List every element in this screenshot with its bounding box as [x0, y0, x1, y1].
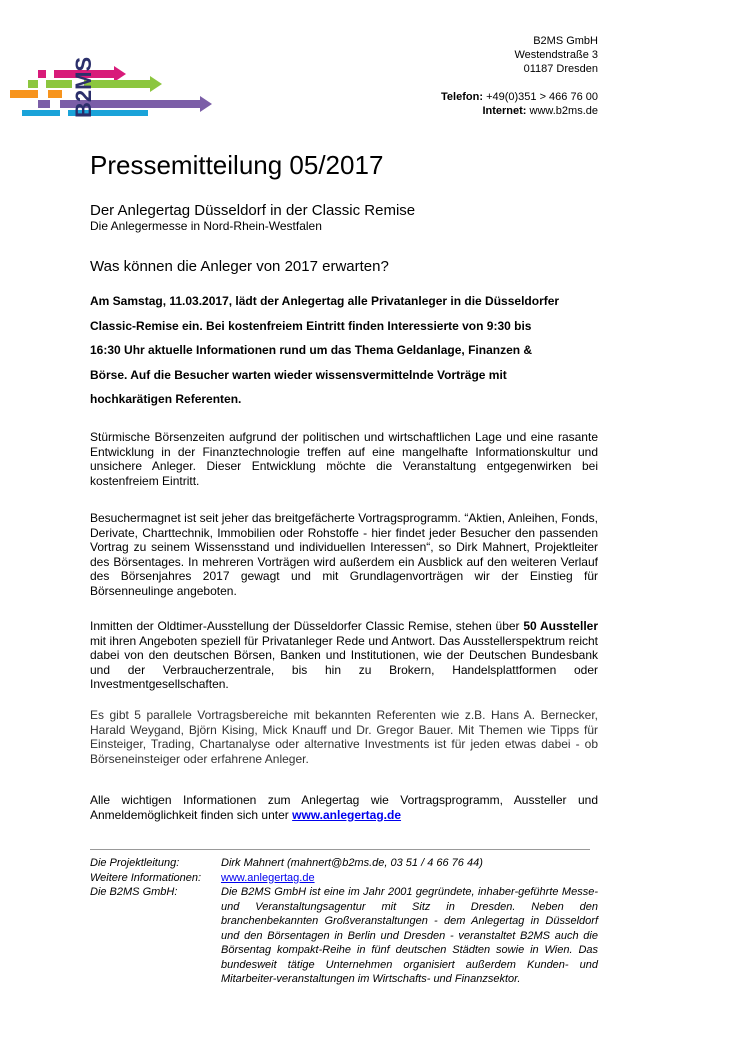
footer-anlegertag-link[interactable]: www.anlegertag.de	[221, 871, 315, 884]
footer-info	[90, 856, 598, 987]
footer-row-project-lead	[90, 856, 598, 871]
lead-paragraph: Am Samstag, 11.03.2017, lädt der Anlegertag alle Privatanleger in die Düsseldorfer Classic-Remise ein. Bei kostenfreiem Eintritt finden Interessierte von 9:30 bis 16:30 Uhr aktuelle Informationen rund um das Thema Geldanlage, Finanzen & Börse. Auf die Besucher warten wieder wissensvermittelnde Vorträge mit hochkarätigen Referenten.	[90, 294, 560, 406]
phone-line	[441, 90, 598, 104]
footer-label: Die Projektleitung:	[90, 857, 180, 869]
anlegertag-link[interactable]: www.anlegertag.de	[292, 807, 402, 822]
footer-label: Weitere Informationen:	[90, 871, 202, 884]
b2ms-logo	[8, 40, 218, 120]
paragraph-4: Es gibt 5 parallele Vortragsbereiche mit bekannten Referenten wie z.B. Hans A. Bernecker, Harald Weygand, Björn Kising, Mick Knauff und Dr. Gregor Bauer. Mit Themen wie Tipps für Einsteiger, Trading, Chartanalyse oder alternative Investments ist für jeden etwas dabei - ob Börseneinsteiger oder erfahrene Anleger.	[90, 708, 598, 766]
footer-value: Die B2MS GmbH ist eine im Jahr 2001 gegründete, inhaber-geführte Messe- und Veranstaltungsagentur mit Sitz in Dresden. Neben den branchenbekannten Großveranstaltungen - dem Anlegertag in Düsseldorf und den Börsentagen in Berlin und Dresden - veranstaltet B2MS auch die Börsentag kompakt-Reihe in fünf deutschen Städten sowie in Wien. Das bundesweit tätige Unternehmen organisiert außerdem Kunden- und Mitarbeiter-veranstaltungen im Wirtschafts- und Finanzsektor.	[221, 886, 598, 985]
web-line	[441, 104, 598, 118]
paragraph-5	[90, 793, 598, 822]
footer-value	[221, 871, 598, 886]
footer-divider	[90, 849, 590, 850]
footer-row-more-info	[90, 871, 598, 886]
company-name: B2MS GmbH	[533, 35, 598, 47]
footer-row-company	[90, 885, 598, 987]
paragraph-3-text: Inmitten der Oldtimer-Ausstellung der Düsseldorfer Classic Remise, stehen über	[90, 619, 524, 633]
company-city: 01187 Dresden	[523, 63, 598, 75]
page-title: Pressemitteilung 05/2017	[90, 150, 384, 180]
company-street: Westendstraße 3	[514, 49, 598, 61]
footer-value: Dirk Mahnert (mahnert@b2ms.de, 03 51 / 4 66 76 44)	[221, 857, 483, 869]
subtitle: Der Anlegertag Düsseldorf in der Classic Remise	[90, 202, 416, 219]
paragraph-5-text: Alle wichtigen Informationen zum Anlegertag wie Vortragsprogramm, Aussteller und Anmeldemöglichkeit finden sich unter	[90, 793, 598, 822]
subtitle-secondary: Die Anlegermesse in Nord-Rhein-Westfalen	[90, 219, 322, 233]
logo-arrows	[10, 66, 212, 116]
company-address	[514, 34, 598, 76]
paragraph-2: Besuchermagnet ist seit jeher das breitgefächerte Vortragsprogramm. “Aktien, Anleihen, Fonds, Derivate, Charttechnik, Immobilien oder Rohstoffe - hier findet jeder Besucher den passenden Vortrag zu seinem Wissensstand und individuellen Interessen“, so Dirk Mahnert, Projektleiter des Börsentages. In mehreren Vorträgen wird außerdem ein Ausblick auf den weiteren Verlauf des Börsenjahres 2017 gewagt und mit Grundlagenvorträgen wir der Einstieg für Börsenneulinge angeboten.	[90, 511, 598, 598]
paragraph-3-text-rest: mit ihren Angeboten speziell für Privatanleger Rede und Antwort. Das Ausstellerspektrum reicht dabei von den deutschen Börsen, Banken und Institutionen, wie der Deutschen Bundesbank und der Verbraucherzentrale, bis hin zu Brokern, Handelsplattformen oder Investmentgesellschaften.	[90, 633, 598, 691]
logo-text: B2MS	[71, 56, 96, 118]
paragraph-3	[90, 619, 598, 692]
paragraph-1: Stürmische Börsenzeiten aufgrund der politischen und wirtschaftlichen Lage und eine rasante Entwicklung in der Finanztechnologie treffen auf eine mangelhafte Informationskultur und unsichere Anleger. Dieser Entwicklung möchte die Veranstaltung entgegenwirken bei kostenfreiem Eintritt.	[90, 430, 598, 488]
phone-label: Telefon:	[441, 91, 483, 103]
web-label: Internet:	[482, 105, 527, 117]
question-heading: Was können die Anleger von 2017 erwarten?	[90, 258, 389, 275]
exhibitor-count: 50 Aussteller	[523, 619, 598, 633]
footer-label: Die B2MS GmbH:	[90, 886, 178, 898]
company-contact	[441, 90, 598, 118]
web-address: www.b2ms.de	[529, 105, 598, 117]
phone-number: +49(0)351 > 466 76 00	[486, 91, 598, 103]
